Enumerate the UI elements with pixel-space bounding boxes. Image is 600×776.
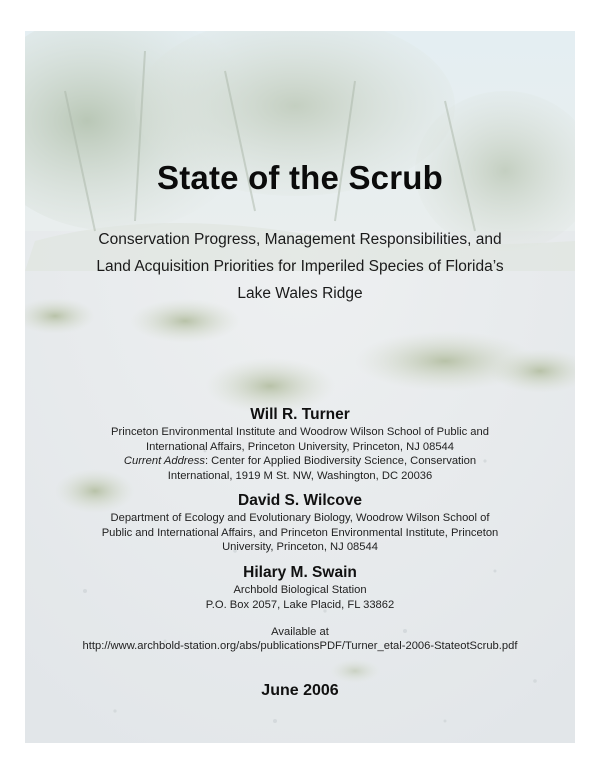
subtitle-line: Conservation Progress, Management Responsibilities, and [98, 231, 502, 248]
author-name: Will R. Turner [250, 406, 350, 423]
report-subtitle [65, 226, 535, 307]
current-address-text: Center for Applied Biodiversity Science, Conservation [211, 455, 477, 467]
subtitle-line: Lake Wales Ridge [237, 285, 363, 302]
affiliation-line: International Affairs, Princeton University, Princeton, NJ 08544 [145, 440, 455, 453]
availability-note [25, 625, 575, 653]
author-name: David S. Wilcove [238, 492, 362, 509]
availability-label: Available at [271, 626, 329, 638]
cover-page [25, 31, 575, 743]
publication-date: June 2006 [261, 682, 339, 699]
affiliation-line: University, Princeton, NJ 08544 [222, 541, 378, 553]
author-block-swain [25, 563, 575, 612]
current-address-line: Current Address: Center for Applied Biodiversity Science, Conservation [123, 455, 477, 467]
author-name: Hilary M. Swain [243, 564, 357, 581]
author-affiliation [80, 425, 520, 483]
current-address-label: Current Address [123, 455, 205, 467]
author-affiliation [80, 583, 520, 612]
affiliation-line: Archbold Biological Station [233, 584, 367, 596]
subtitle-line: Land Acquisition Priorities for Imperiled Species of Florida’s [96, 258, 504, 275]
author-block-wilcove [25, 491, 575, 555]
author-block-turner [25, 405, 575, 483]
report-title: State of the Scrub [157, 159, 443, 196]
author-affiliation [65, 511, 535, 555]
affiliation-line: Princeton Environmental Institute and Woodrow Wilson School of Public and [111, 426, 489, 438]
affiliation-line: P.O. Box 2057, Lake Placid, FL 33862 [205, 598, 395, 611]
availability-url[interactable]: http://www.archbold-station.org/abs/publicationsPDF/Turner_etal-2006-StateotScrub.pdf [82, 640, 518, 652]
affiliation-line: Department of Ecology and Evolutionary Biology, Woodrow Wilson School of [110, 512, 490, 524]
affiliation-line: Public and International Affairs, and Princeton Environmental Institute, Princeton [101, 526, 499, 539]
cover-text [25, 31, 575, 743]
current-address-line: International, 1919 M St. NW, Washington, DC 20036 [167, 469, 433, 482]
